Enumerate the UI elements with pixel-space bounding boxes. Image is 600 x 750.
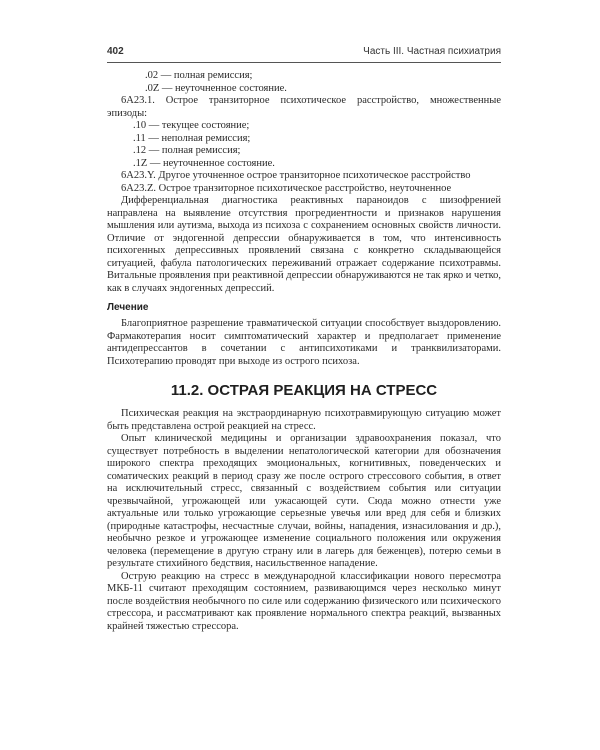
code-entry: 6A23.Y. Другое уточненное острое транзиторное психотическое расстройство (121, 170, 471, 181)
code-entry: 6A23.Z. Острое транзиторное психотическое расстройство, неуточненное (121, 182, 452, 194)
code-item: .02 — полная ремиссия; (145, 70, 253, 81)
differential-paragraph: Дифференциальная диагностика реактивных параноидов с шизофренией направлена на выявление отсутствия прогредиентности и признаков нарушения мышления или аутизма, выхода из психоза с сохранением основных свойств личности. Отличие от эндогенной депрессии обнаруживается в том, что интенсивность психогенных депрессивных проявлений связана с конкретно складывающейся ситуацией, фабула патологических переживаний отражает содержание психотравмы. Витальные проявления при реактивной депрессии обнаруживаются не так ярко и четко, как в случаях эндогенных депрессий. (107, 195, 502, 294)
section-paragraph: Острую реакцию на стресс в международной классификации нового пересмотра МКБ-11 считают преходящим состоянием, развивающимся через несколько минут после воздействия необычного по силе или содержанию физического или психического стрессора, и рассматривают как проявление нормального спектра реакций, вызванных крайней тяжестью стрессора. (107, 570, 501, 632)
code-item: .0Z — неуточненное состояние. (145, 82, 287, 94)
page-number: 402 (107, 46, 124, 57)
section-heading: 11.2. ОСТРАЯ РЕАКЦИЯ НА СТРЕСС (170, 382, 438, 399)
section-paragraph: Опыт клинической медицины и организации здравоохранения показал, что существует потребность в выделении непатологической категории для обозначения широкого спектра преходящих эмоциональных, когнитивных, поведенческих и соматических реакций в период сразу же после острого стрессового события, в ответ на исключительный стресс, связанный с воздействием события или ситуации чрезвычайной, угрожающей или ужасающей сути. Сюда можно отнести уже актуальные или только угрожающие серьезные увечья или вред для себя и близких (природные катастрофы, несчастные случаи, войны, нападения, изнасилования и др.), необычно резкое и угрожающее изменение социального положения или окружения человека (перемещение в другую страну или в лагерь для беженцев), потерю семьи в результате стихийного бедствия, насильственное нападение. (107, 433, 501, 569)
page-body (107, 70, 501, 633)
treatment-paragraph: Благоприятное разрешение травматической ситуации способствует выздоровлению. Фармакотерапия носит симптоматический характер и предполагает применение антидепрессантов в сочетании с антипсихотиками и транквилизаторами. Психотерапию проводят при выходе из острого психоза. (107, 318, 501, 367)
treatment-heading: Лечение (107, 302, 149, 313)
code-item: .10 — текущее состояние; (133, 120, 250, 131)
code-item: .11 — неполная ремиссия; (133, 132, 251, 144)
running-title: Часть III. Частная психиатрия (363, 46, 501, 57)
section-paragraph: Психическая реакция на экстраординарную психотравмирующую ситуацию может быть представлена острой реакцией на стресс. (107, 408, 501, 432)
page-header (107, 45, 501, 61)
header-rule (107, 62, 501, 63)
code-entry: 6A23.1. Острое транзиторное психотическое расстройство, множественные эпизоды: (107, 95, 501, 119)
code-item: .12 — полная ремиссия; (133, 145, 241, 156)
code-item: .1Z — неуточненное состояние. (133, 157, 275, 169)
